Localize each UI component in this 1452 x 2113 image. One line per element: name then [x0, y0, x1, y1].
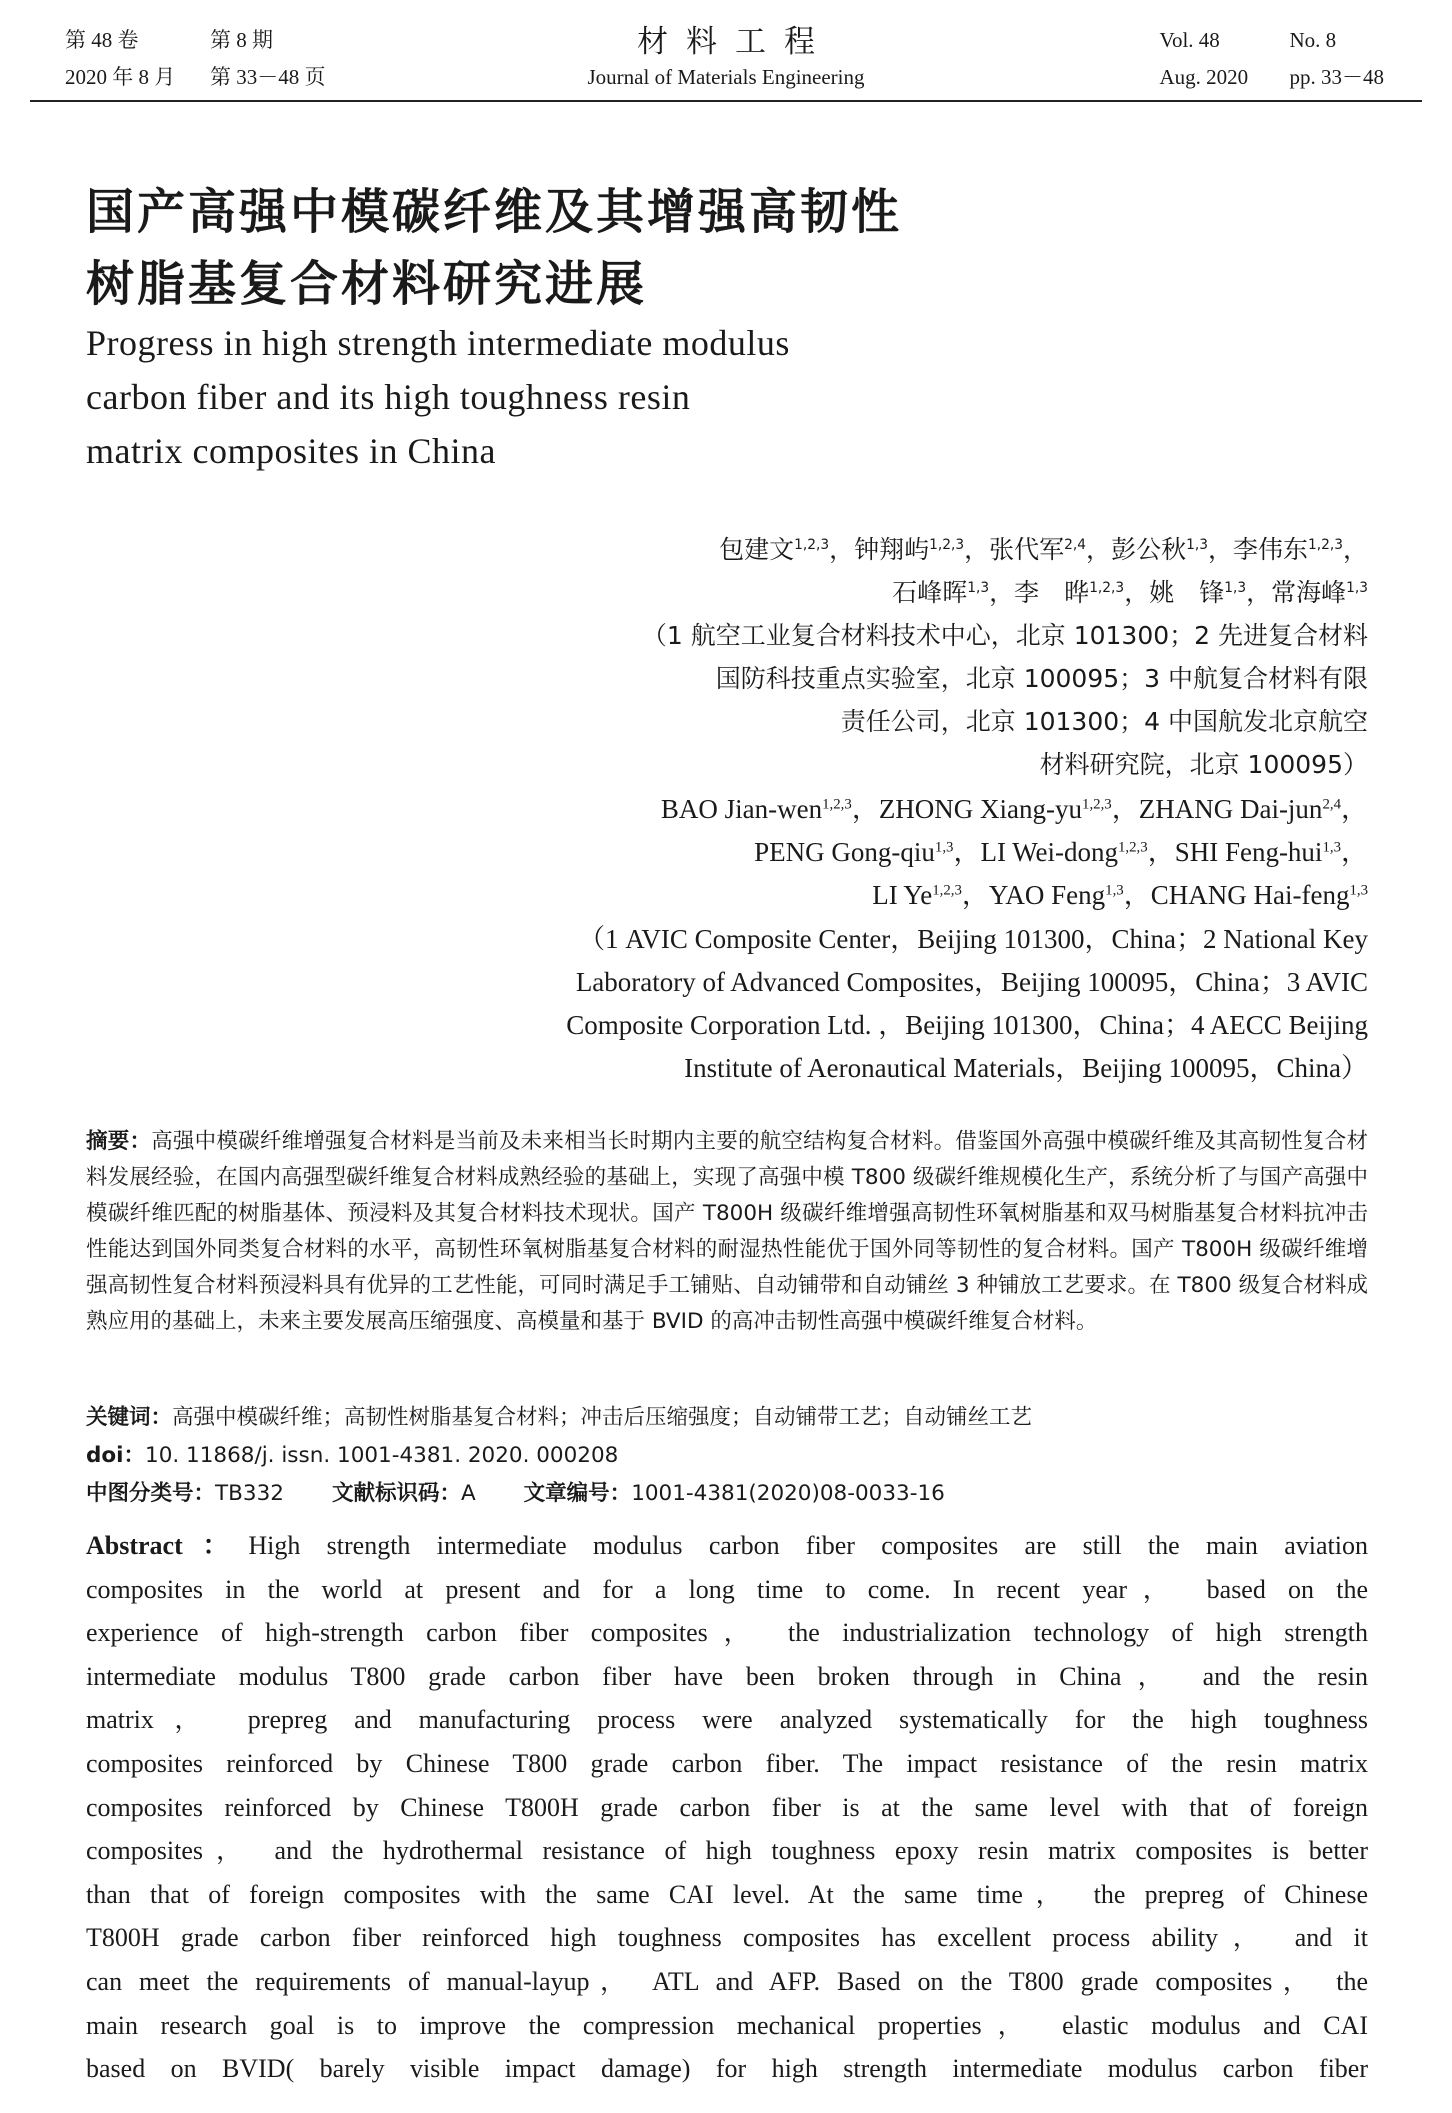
author-en-line: [368, 788, 1368, 831]
affiliation-cn-line: 国防科技重点实验室，北京 100095；3 中航复合材料有限: [715, 664, 1368, 693]
affiliation-en-line: Laboratory of Advanced Composites，Beijing 100095，China；3 AVIC: [575, 967, 1368, 997]
author-cn-line: [368, 528, 1368, 571]
author-en-name: SHI Feng-hui: [1174, 837, 1323, 867]
author-cn-name: 彭公秋: [1111, 535, 1187, 564]
volume-en: Vol. 48: [1159, 28, 1220, 52]
abstract-en-line: [86, 1568, 1368, 1612]
author-en-affiliation-sup: 1,3: [934, 839, 954, 856]
abstract-en-text: composites in the world at present and for a long time to come. In recent year， based on the: [86, 1574, 1368, 1604]
running-header: [30, 22, 1422, 102]
abstract-en-line: [86, 1916, 1368, 1960]
date-en: Aug. 2020: [1159, 65, 1249, 89]
author-cn-name: 李 晔: [1014, 578, 1090, 607]
affiliations-cn: [368, 614, 1368, 786]
author-en-name: YAO Feng: [988, 880, 1106, 910]
abstract-en-line: [86, 1611, 1368, 1655]
title-cn-line: 国产高强中模碳纤维及其增强高韧性: [86, 184, 903, 240]
author-cn-affiliation-sup: 1,2,3: [794, 537, 830, 554]
author-en-name: LI Ye: [872, 880, 933, 910]
author-en-name: CHANG Hai-feng: [1150, 880, 1350, 910]
abstract-en-text: experience of high-strength carbon fiber composites， the industrialization technology of high strength: [86, 1618, 1368, 1648]
pages-en: pp. 33－48: [1289, 65, 1384, 89]
author-en-separator: ，: [961, 880, 989, 910]
author-en-separator: ，: [1341, 837, 1368, 867]
volume-cn: 第 48 卷: [65, 28, 139, 52]
author-cn-separator: ，: [1207, 535, 1233, 564]
abstract-en-text: T800H grade carbon fiber reinforced high toughness composites has excellent process ability， and it: [86, 1923, 1368, 1953]
keywords-label: 关键词：: [86, 1405, 173, 1430]
title-en-line: carbon fiber and its high toughness resin: [86, 377, 691, 417]
doi-label: doi：: [86, 1443, 146, 1468]
author-cn-affiliation-sup: 1,2,3: [1307, 537, 1343, 554]
article-no-value: 1001-4381(2020)08-0033-16: [631, 1481, 945, 1506]
affiliation-en-line: （1 AVIC Composite Center，Beijing 101300，China；2 National Key: [578, 924, 1368, 954]
author-cn-name: 石峰晖: [892, 578, 968, 607]
title-cn-line: 树脂基复合材料研究进展: [86, 256, 648, 312]
abstract-en-line: [86, 1742, 1368, 1786]
doi: [86, 1438, 1368, 1474]
author-cn-affiliation-sup: 1,3: [1224, 580, 1247, 597]
abstract-en-text: than that of foreign composites with the same CAI level. At the same time， the prepreg of Chinese: [86, 1879, 1368, 1909]
article-no-label: 文章编号：: [523, 1481, 632, 1506]
abstract-en-line: [86, 2004, 1368, 2048]
author-en-name: LI Wei-dong: [980, 837, 1118, 867]
abstract-en-line: [86, 1960, 1368, 2004]
clc-value: TB332: [215, 1481, 284, 1506]
author-en-affiliation-sup: 2,4: [1322, 796, 1341, 813]
abstract-en-text: composites， and the hydrothermal resistance of high toughness epoxy resin matrix composites is better: [86, 1836, 1368, 1866]
abstract-en-text: intermediate modulus T800 grade carbon fiber have been broken through in China， and the resin: [86, 1661, 1368, 1691]
affiliation-cn-line: 责任公司，北京 101300；4 中国航发北京航空: [840, 707, 1368, 736]
author-cn-separator: ，: [829, 535, 855, 564]
abstract-en-text: composites reinforced by Chinese T800 grade carbon fiber. The impact resistance of the resin matrix: [86, 1748, 1368, 1778]
author-cn-name: 张代军: [989, 535, 1065, 564]
abstract-en-line: [86, 1655, 1368, 1699]
author-cn-separator: ，: [989, 578, 1015, 607]
author-cn-name: 常海峰: [1271, 578, 1347, 607]
author-en-name: ZHANG Dai-jun: [1138, 794, 1323, 824]
author-cn-separator: ，: [1086, 535, 1112, 564]
title-en-line: Progress in high strength intermediate modulus: [86, 323, 790, 363]
abstract-en-text: can meet the requirements of manual-layup， ATL and AFP. Based on the T800 grade composites， the: [86, 1966, 1368, 1996]
affiliation-en-line: Composite Corporation Ltd. ，Beijing 101300，China；4 AECC Beijing: [566, 1010, 1368, 1040]
clc-label: 中图分类号：: [86, 1481, 216, 1506]
abstract-en-line: [86, 1786, 1368, 1830]
author-en-separator: ，: [1111, 794, 1139, 824]
author-cn-name: 李伟东: [1232, 535, 1308, 564]
author-en-separator: ，: [1123, 880, 1151, 910]
issue-en: No. 8: [1289, 28, 1337, 52]
journal-name-cn: 材料工程: [637, 24, 833, 60]
author-en-affiliation-sup: 1,2,3: [1082, 796, 1112, 813]
author-cn-affiliation-sup: 1,2,3: [1089, 580, 1125, 597]
author-cn-affiliation-sup: 1,3: [967, 580, 990, 597]
abstract-en-text: High strength intermediate modulus carbon fiber composites are still the main aviation: [248, 1531, 1368, 1560]
affiliation-cn-line: （1 航空工业复合材料技术中心，北京 101300；2 先进复合材料: [641, 621, 1368, 650]
author-en-line: [368, 874, 1368, 917]
abstract-en-line: [86, 1524, 1368, 1568]
title-en-line: matrix composites in China: [86, 431, 496, 471]
author-cn-name: 钟翔屿: [854, 535, 930, 564]
author-en-name: BAO Jian-wen: [660, 794, 823, 824]
author-en-line: [368, 831, 1368, 874]
affiliation-en-line: Institute of Aeronautical Materials，Beijing 100095，China）: [684, 1053, 1368, 1083]
abstract-en-line: [86, 1829, 1368, 1873]
abstract-en-text: composites reinforced by Chinese T800H grade carbon fiber is at the same level with that of foreign: [86, 1792, 1368, 1822]
abstract-en-text: based on BVID( barely visible impact damage) for high strength intermediate modulus carbon fiber: [86, 2054, 1368, 2084]
author-en-separator: ，: [851, 794, 879, 824]
author-cn-affiliation-sup: 1,2,3: [929, 537, 965, 554]
doc-code-label: 文献标识码：: [331, 1481, 461, 1506]
affiliation-cn-line: 材料研究院，北京 100095）: [1039, 750, 1368, 779]
author-en-separator: ，: [1341, 794, 1368, 824]
author-en-affiliation-sup: 1,3: [1105, 882, 1124, 899]
keywords: [86, 1400, 1368, 1436]
title-cn: [86, 176, 1086, 320]
authors-cn: [368, 528, 1368, 614]
journal-name-en: Journal of Materials Engineering: [587, 65, 865, 89]
author-cn-affiliation-sup: 1,3: [1346, 580, 1368, 597]
keywords-text: 高强中模碳纤维；高韧性树脂基复合材料；冲击后压缩强度；自动铺带工艺；自动铺丝工艺: [172, 1405, 1033, 1430]
author-en-separator: ，: [953, 837, 981, 867]
classification: [86, 1476, 1368, 1512]
author-cn-name: 包建文: [719, 535, 795, 564]
author-cn-separator: ，: [1342, 535, 1368, 564]
pages-cn: 第 33－48 页: [210, 65, 326, 89]
abstract-en: [86, 1524, 1368, 2091]
abstract-en-text: matrix， prepreg and manufacturing process were analyzed systematically for the high toughness: [86, 1705, 1368, 1735]
author-cn-separator: ，: [964, 535, 990, 564]
abstract-cn: [86, 1124, 1368, 1340]
author-cn-name: 姚 锋: [1149, 578, 1225, 607]
affiliations-en: [368, 918, 1368, 1090]
author-en-affiliation-sup: 1,3: [1322, 839, 1341, 856]
doi-value: 10. 11868/j. issn. 1001-4381. 2020. 000208: [145, 1443, 619, 1468]
author-cn-affiliation-sup: 1,3: [1186, 537, 1208, 554]
date-cn: 2020 年 8 月: [65, 65, 176, 89]
authors-en: [368, 788, 1368, 917]
issue-cn: 第 8 期: [210, 28, 273, 52]
author-en-affiliation-sup: 1,2,3: [932, 882, 962, 899]
author-cn-line: [368, 571, 1368, 614]
title-en: [86, 316, 986, 478]
author-en-separator: ，: [1147, 837, 1175, 867]
author-cn-separator: ，: [1246, 578, 1272, 607]
abstract-en-line: [86, 2047, 1368, 2091]
abstract-en-text: main research goal is to improve the compression mechanical properties， elastic modulus and CAI: [86, 2010, 1368, 2040]
abstract-en-line: [86, 1698, 1368, 1742]
author-en-affiliation-sup: 1,3: [1349, 882, 1368, 899]
abstract-en-label: Abstract：: [86, 1531, 249, 1560]
author-cn-affiliation-sup: 2,4: [1064, 537, 1087, 554]
author-en-name: ZHONG Xiang-yu: [878, 794, 1083, 824]
author-en-name: PENG Gong-qiu: [754, 837, 935, 867]
author-en-affiliation-sup: 1,2,3: [822, 796, 852, 813]
author-en-affiliation-sup: 1,2,3: [1118, 839, 1148, 856]
abstract-cn-label: 摘要：: [86, 1129, 152, 1154]
abstract-en-line: [86, 1873, 1368, 1917]
header-right: [1160, 22, 1385, 96]
abstract-cn-text: 高强中模碳纤维增强复合材料是当前及未来相当长时期内主要的航空结构复合材料。借鉴国外高强中模碳纤维及其高韧性复合材料发展经验，在国内高强型碳纤维复合材料成熟经验的基础上，实现了高强中模 T800 级碳纤维规模化生产，系统分析了与国产高强中模碳纤维匹配的树脂基体、预浸料及其复合材料技术现状。国产 T800H 级碳纤维增强高韧性环氧树脂基和双马树脂基复合材料抗冲击性能达到国外同类复合材料的水平，高韧性环氧树脂基复合材料的耐湿热性能优于国外同等韧性的复合材料。国产 T800H 级碳纤维增强高韧性复合材料预浸料具有优异的工艺性能，可同时满足手工铺贴、自动铺带和自动铺丝 3 种铺放工艺要求。在 T800 级复合材料成熟应用的基础上，未来主要发展高压缩强度、高模量和基于 BVID 的高冲击韧性高强中模碳纤维复合材料。: [86, 1129, 1368, 1334]
author-cn-separator: ，: [1124, 578, 1150, 607]
doc-code-value: A: [460, 1481, 476, 1506]
